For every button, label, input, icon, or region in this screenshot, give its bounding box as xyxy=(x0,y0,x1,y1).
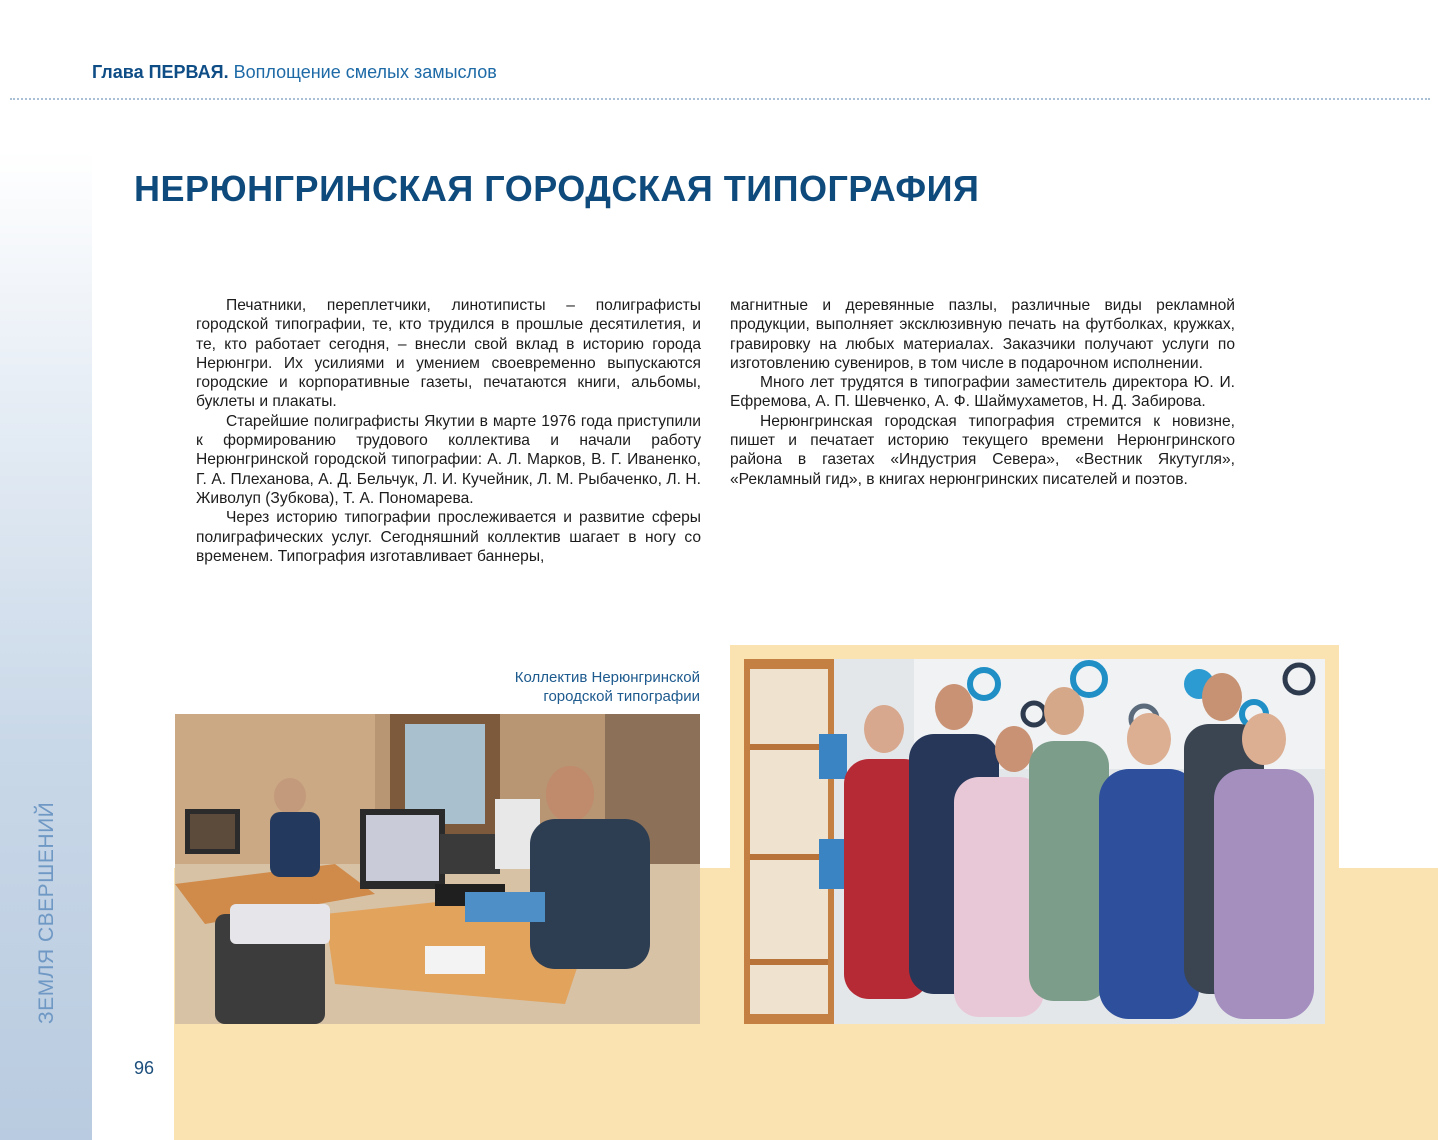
side-label: ЗЕМЛЯ СВЕРШЕНИЙ xyxy=(35,801,58,1024)
paragraph: Нерюнгринская городская типография стремится к новизне, пишет и печатает историю текущего времени Нерюнгринского района в газетах «Индустрия Севера», «Вестник Якутугля», «Рекламный гид», в книгах нерюнгринских писателей и поэтов. xyxy=(730,412,1235,488)
paragraph: Через историю типографии прослеживается и развитие сферы полиграфических услуг. Сегодняшний коллектив шагает в ногу со временем. Типография изготавливает баннеры, xyxy=(196,509,701,565)
chapter-number: Глава ПЕРВАЯ. xyxy=(92,62,229,82)
article-column-left xyxy=(196,296,701,566)
caption-line: городской типографии xyxy=(543,688,700,705)
paragraph: магнитные и деревянные пазлы, различные виды рекламной продукции, выполняет эксклюзивную печать на футболках, кружках, гравировку на любых материалах. Заказчики получают услуги по изготовлению сувениров, в том числе в подарочном исполнении. xyxy=(730,297,1235,372)
photo-caption xyxy=(420,668,700,706)
header-divider xyxy=(10,98,1430,100)
chapter-header xyxy=(92,62,497,83)
paragraph: Много лет трудятся в типографии заместитель директора Ю. И. Ефремова, А. П. Шевченко, А. Ф. Шаймухаметов, Н. Д. Забирова. xyxy=(730,374,1235,411)
chapter-title: Воплощение смелых замыслов xyxy=(233,62,497,82)
caption-line: Коллектив Нерюнгринской xyxy=(514,669,700,686)
paragraph: Старейшие полиграфисты Якутии в марте 1976 года приступили к формированию трудового коллектива и начали работу Нерюнгринской городской типографии: А. Л. Марков, В. Г. Иваненко, Г. А. Плеханова, А. Д. Бельчук, Л. И. Кучейник, Л. М. Рыбаченко, Л. Н. Живолуп (Зубкова), Т. А. Пономарева. xyxy=(196,412,701,507)
paragraph: Печатники, переплетчики, линотиписты – полиграфисты городской типографии, те, кто трудился в прошлые десятилетия, и те, кто работает сегодня, – внесли свой вклад в историю города Нерюнгри. Их усилиями и умением своевременно выпускаются городские и корпоративные газеты, печатаются книги, альбомы, буклеты и плакаты. xyxy=(196,297,701,411)
page-number: 96 xyxy=(134,1058,155,1078)
office-photo xyxy=(175,714,700,1024)
article-column-right xyxy=(730,296,1235,489)
group-photo xyxy=(744,659,1325,1024)
article-title: НЕРЮНГРИНСКАЯ ГОРОДСКАЯ ТИПОГРАФИЯ xyxy=(134,168,980,209)
